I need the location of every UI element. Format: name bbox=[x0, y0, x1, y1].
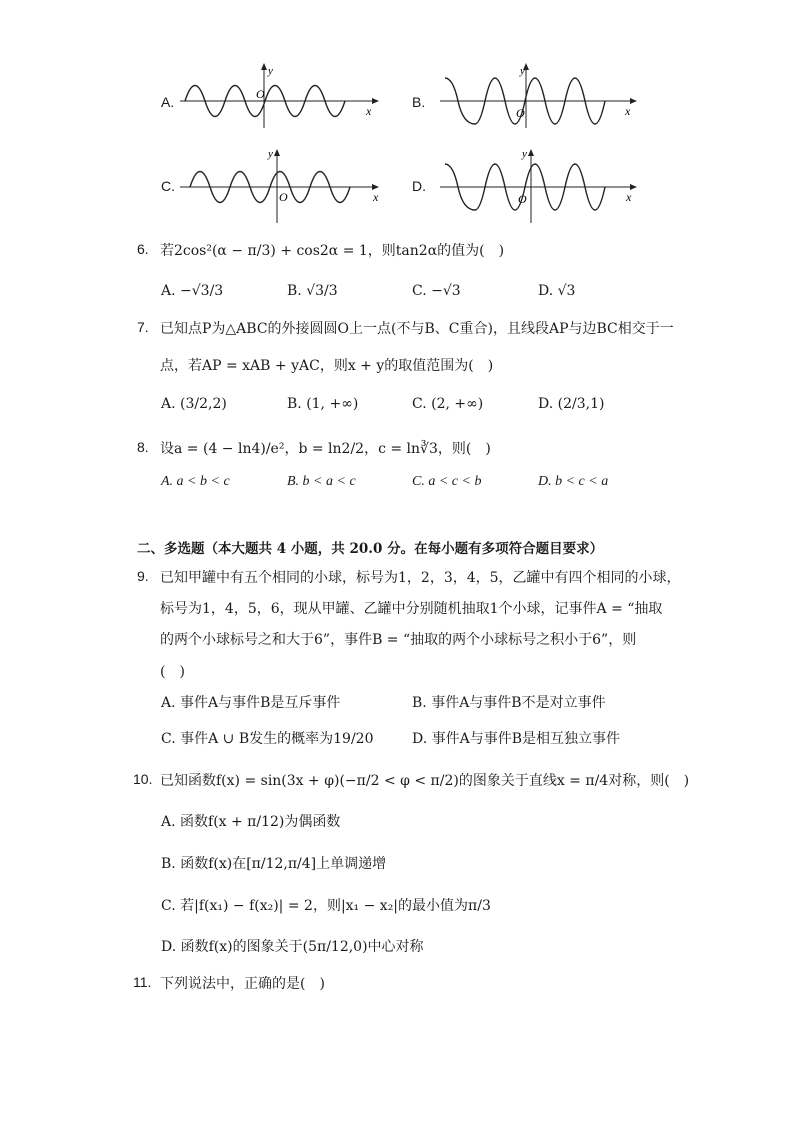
x-axis-label: x bbox=[626, 190, 632, 204]
question-6-option-a: A. −√3/3 bbox=[161, 283, 224, 299]
graph-option-b-label: B. bbox=[412, 94, 426, 110]
question-11-number: 11. bbox=[133, 974, 152, 990]
graph-option-a bbox=[180, 60, 380, 130]
question-9-line-2: 标号为1，4，5，6，现从甲罐、乙罐中分别随机抽取1个小球，记事件A = “抽取 bbox=[160, 601, 663, 617]
question-6-option-c: C. −√3 bbox=[412, 283, 461, 299]
question-7-option-c: C. (2, +∞) bbox=[412, 396, 484, 412]
question-7-number: 7. bbox=[137, 319, 149, 335]
question-10-option-b: B. 函数f(x)在[π/12,π/4]上单调递增 bbox=[161, 856, 387, 872]
y-axis-label: y bbox=[268, 148, 273, 160]
question-9-option-d: D. 事件A与事件B是相互独立事件 bbox=[412, 731, 621, 747]
question-10-option-c: C. 若|f(x₁) − f(x₂)| = 2，则|x₁ − x₂|的最小值为π/3 bbox=[161, 898, 491, 914]
question-10-stem: 已知函数f(x) = sin(3x + φ)(−π/2 < φ < π/2)的图象关于直线x = π/4对称，则( ) bbox=[160, 773, 690, 789]
section-2-title: 二、多选题（本大题共 4 小题，共 20.0 分。在每小题有多项符合题目要求） bbox=[137, 541, 604, 557]
x-axis-label: x bbox=[366, 104, 372, 118]
origin-label: O bbox=[256, 87, 265, 101]
origin-label: O bbox=[279, 190, 288, 204]
question-10-number: 10. bbox=[133, 771, 153, 787]
question-9-line-1: 已知甲罐中有五个相同的小球，标号为1，2，3，4，5，乙罐中有四个相同的小球， bbox=[160, 570, 681, 586]
question-7-option-d: D. (2/3,1) bbox=[538, 396, 605, 412]
question-9-number: 9. bbox=[137, 568, 149, 584]
question-7-line-2: 点，若AP = xAB + yAC，则x + y的取值范围为( ) bbox=[160, 358, 494, 374]
question-6-option-d: D. √3 bbox=[538, 283, 576, 299]
question-6-number: 6. bbox=[137, 241, 149, 257]
question-10-option-a: A. 函数f(x + π/12)为偶函数 bbox=[161, 814, 341, 830]
x-axis-label: x bbox=[373, 190, 379, 204]
question-7-option-b: B. (1, +∞) bbox=[287, 396, 359, 412]
question-6-option-b: B. √3/3 bbox=[287, 283, 338, 299]
question-8-number: 8. bbox=[137, 439, 149, 455]
question-8-option-c: C. a < c < b bbox=[412, 474, 482, 489]
question-9-option-a: A. 事件A与事件B是互斥事件 bbox=[161, 695, 341, 711]
question-9-option-c: C. 事件A ∪ B发生的概率为19/20 bbox=[161, 731, 374, 747]
question-7-option-a: A. (3/2,2) bbox=[161, 396, 227, 412]
graph-option-c-label: C. bbox=[161, 178, 175, 194]
question-10-option-d: D. 函数f(x)的图象关于(5π/12,0)中心对称 bbox=[161, 939, 424, 955]
question-8-option-d: D. b < c < a bbox=[538, 474, 609, 489]
origin-label: O bbox=[516, 106, 525, 120]
question-8-stem: 设a = (4 − ln4)/e²，b = ln2/2，c = ln∛3，则( ) bbox=[160, 441, 491, 457]
origin-label: O bbox=[518, 192, 527, 206]
y-axis-label: y bbox=[268, 65, 273, 77]
question-7-line-1: 已知点P为△ABC的外接圆圆O上一点(不与B、C重合)，且线段AP与边BC相交于一 bbox=[160, 321, 674, 337]
graph-option-b bbox=[440, 60, 640, 130]
question-6-stem: 若2cos²(α − π/3) + cos2α = 1，则tan2α的值为( ) bbox=[160, 243, 505, 259]
y-axis-label: y bbox=[522, 148, 527, 160]
question-8-option-a: A. a < b < c bbox=[161, 474, 230, 489]
question-9-line-4: ( ) bbox=[160, 664, 185, 680]
graph-option-d-label: D. bbox=[412, 178, 426, 194]
graph-option-a-label: A. bbox=[161, 94, 175, 110]
question-9-line-3: 的两个小球标号之和大于6”，事件B = “抽取的两个小球标号之积小于6”，则 bbox=[160, 632, 637, 648]
question-9-option-b: B. 事件A与事件B不是对立事件 bbox=[412, 695, 606, 711]
question-8-option-b: B. b < a < c bbox=[287, 474, 356, 489]
graph-option-c bbox=[180, 145, 380, 225]
question-11-stem: 下列说法中，正确的是( ) bbox=[160, 976, 325, 992]
x-axis-label: x bbox=[625, 104, 631, 118]
y-axis-label: y bbox=[520, 65, 525, 77]
graph-option-d bbox=[440, 145, 640, 225]
